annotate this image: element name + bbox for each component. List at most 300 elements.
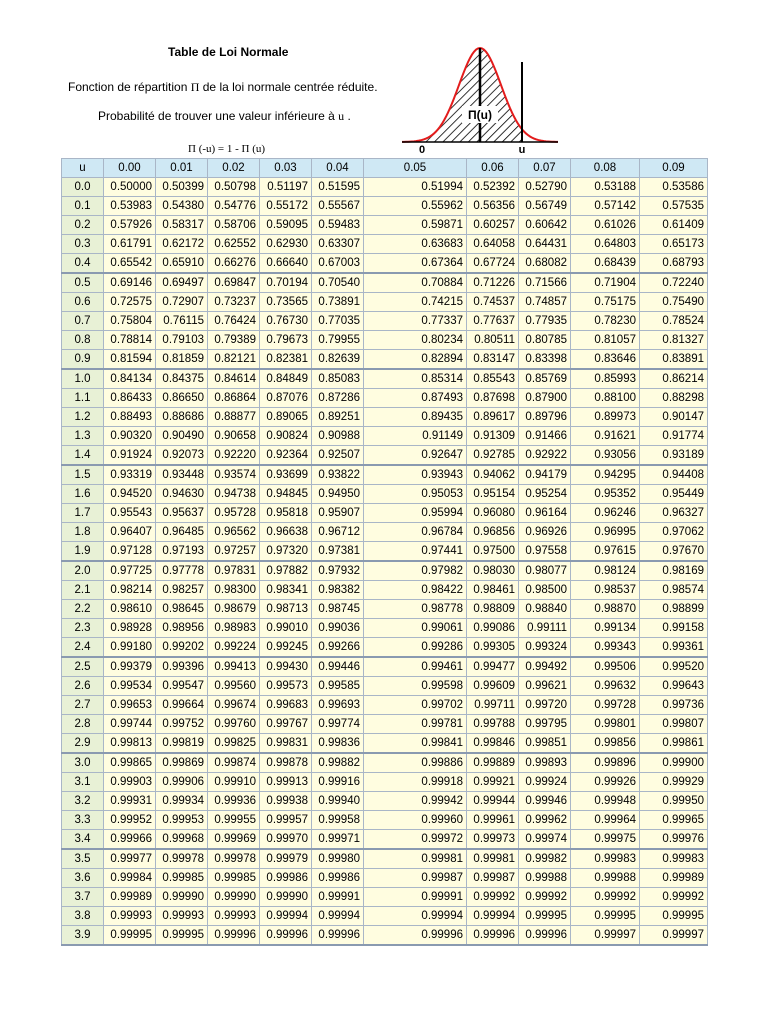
table-cell: 0.99807 [640, 715, 708, 734]
table-row [62, 734, 708, 754]
table-cell: 0.99989 [104, 888, 156, 907]
table-cell: 0.99865 [104, 753, 156, 773]
table-row [62, 869, 708, 888]
table-cell: 0.99924 [519, 773, 571, 792]
table-cell: 0.99343 [571, 638, 640, 658]
normal-distribution-table [61, 158, 708, 946]
table-cell: 0.78524 [640, 312, 708, 331]
table-cell: 0.58317 [156, 216, 208, 235]
table-cell: 0.99992 [640, 888, 708, 907]
table-header-row [62, 159, 708, 178]
table-cell: 0.99760 [208, 715, 260, 734]
table-cell: 0.99874 [208, 753, 260, 773]
table-row [62, 657, 708, 677]
table-cell: 0.94520 [104, 485, 156, 504]
table-cell: 0.59871 [364, 216, 467, 235]
table-cell: 0.99993 [208, 907, 260, 926]
table-cell: 0.99224 [208, 638, 260, 658]
table-cell: 0.99767 [260, 715, 312, 734]
table-cell: 0.99324 [519, 638, 571, 658]
table-cell: 0.98574 [640, 581, 708, 600]
row-header: 2.2 [62, 600, 104, 619]
table-cell: 0.99997 [571, 926, 640, 946]
table-cell: 0.83891 [640, 350, 708, 370]
table-cell: 0.95053 [364, 485, 467, 504]
table-cell: 0.94295 [571, 465, 640, 485]
table-cell: 0.97062 [640, 523, 708, 542]
table-cell: 0.99986 [312, 869, 364, 888]
table-cell: 0.93056 [571, 446, 640, 466]
table-cell: 0.99962 [519, 811, 571, 830]
axis-zero-label: 0 [418, 144, 426, 156]
table-cell: 0.98679 [208, 600, 260, 619]
table-cell: 0.96926 [519, 523, 571, 542]
table-cell: 0.96784 [364, 523, 467, 542]
table-cell: 0.99992 [467, 888, 519, 907]
table-cell: 0.99944 [467, 792, 519, 811]
table-row [62, 792, 708, 811]
table-cell: 0.98983 [208, 619, 260, 638]
table-cell: 0.95637 [156, 504, 208, 523]
table-cell: 0.86433 [104, 389, 156, 408]
table-cell: 0.99987 [467, 869, 519, 888]
table-cell: 0.99994 [312, 907, 364, 926]
table-cell: 0.99266 [312, 638, 364, 658]
table-cell: 0.99973 [467, 830, 519, 850]
table-cell: 0.97558 [519, 542, 571, 562]
table-cell: 0.99846 [467, 734, 519, 754]
table-cell: 0.99968 [156, 830, 208, 850]
table-cell: 0.99506 [571, 657, 640, 677]
table-cell: 0.74215 [364, 293, 467, 312]
table-cell: 0.96995 [571, 523, 640, 542]
table-cell: 0.93189 [640, 446, 708, 466]
table-cell: 0.82894 [364, 350, 467, 370]
table-cell: 0.95907 [312, 504, 364, 523]
table-cell: 0.80511 [467, 331, 519, 350]
table-cell: 0.99985 [208, 869, 260, 888]
row-header: 2.4 [62, 638, 104, 658]
table-row [62, 907, 708, 926]
table-row [62, 581, 708, 600]
table-cell: 0.99061 [364, 619, 467, 638]
table-cell: 0.98214 [104, 581, 156, 600]
row-header: 2.8 [62, 715, 104, 734]
table-cell: 0.50798 [208, 178, 260, 197]
table-cell: 0.91621 [571, 427, 640, 446]
column-header: 0.03 [260, 159, 312, 178]
table-cell: 0.99993 [156, 907, 208, 926]
row-header: 1.4 [62, 446, 104, 466]
table-cell: 0.87900 [519, 389, 571, 408]
row-header: 2.0 [62, 561, 104, 581]
table-cell: 0.99948 [571, 792, 640, 811]
table-cell: 0.62172 [156, 235, 208, 254]
table-cell: 0.99997 [640, 926, 708, 946]
table-cell: 0.99992 [571, 888, 640, 907]
table-cell: 0.79389 [208, 331, 260, 350]
table-cell: 0.99955 [208, 811, 260, 830]
table-cell: 0.99683 [260, 696, 312, 715]
table-row [62, 811, 708, 830]
table-cell: 0.95818 [260, 504, 312, 523]
table-cell: 0.65542 [104, 254, 156, 274]
table-row [62, 235, 708, 254]
table-cell: 0.96407 [104, 523, 156, 542]
table-cell: 0.91309 [467, 427, 519, 446]
table-cell: 0.99903 [104, 773, 156, 792]
table-cell: 0.94062 [467, 465, 519, 485]
table-cell: 0.99995 [571, 907, 640, 926]
table-cell: 0.92785 [467, 446, 519, 466]
table-cell: 0.90320 [104, 427, 156, 446]
table-row [62, 389, 708, 408]
table-cell: 0.99560 [208, 677, 260, 696]
row-header: 2.9 [62, 734, 104, 754]
table-cell: 0.77935 [519, 312, 571, 331]
table-cell: 0.96485 [156, 523, 208, 542]
table-cell: 0.99825 [208, 734, 260, 754]
row-header: 1.6 [62, 485, 104, 504]
table-cell: 0.98610 [104, 600, 156, 619]
table-cell: 0.55172 [260, 197, 312, 216]
row-header: 0.6 [62, 293, 104, 312]
table-cell: 0.92647 [364, 446, 467, 466]
table-cell: 0.99980 [312, 849, 364, 869]
table-cell: 0.60257 [467, 216, 519, 235]
table-cell: 0.99942 [364, 792, 467, 811]
table-cell: 0.96638 [260, 523, 312, 542]
table-cell: 0.93699 [260, 465, 312, 485]
table-row [62, 197, 708, 216]
table-cell: 0.99983 [640, 849, 708, 869]
row-header: 3.0 [62, 753, 104, 773]
table-cell: 0.85314 [364, 369, 467, 389]
table-cell: 0.96327 [640, 504, 708, 523]
row-header: 1.1 [62, 389, 104, 408]
table-cell: 0.78230 [571, 312, 640, 331]
table-cell: 0.98030 [467, 561, 519, 581]
table-cell: 0.82639 [312, 350, 364, 370]
table-cell: 0.96562 [208, 523, 260, 542]
table-cell: 0.99982 [519, 849, 571, 869]
table-cell: 0.99950 [640, 792, 708, 811]
table-row [62, 619, 708, 638]
table-cell: 0.92220 [208, 446, 260, 466]
table-cell: 0.71566 [519, 273, 571, 293]
table-cell: 0.99994 [467, 907, 519, 926]
table-cell: 0.66640 [260, 254, 312, 274]
table-cell: 0.99781 [364, 715, 467, 734]
table-cell: 0.84849 [260, 369, 312, 389]
table-cell: 0.99979 [260, 849, 312, 869]
table-cell: 0.99988 [519, 869, 571, 888]
table-cell: 0.99010 [260, 619, 312, 638]
row-header: 1.3 [62, 427, 104, 446]
row-header: 0.9 [62, 350, 104, 370]
column-header: 0.09 [640, 159, 708, 178]
table-cell: 0.98713 [260, 600, 312, 619]
table-cell: 0.99664 [156, 696, 208, 715]
table-cell: 0.96246 [571, 504, 640, 523]
table-cell: 0.53188 [571, 178, 640, 197]
table-cell: 0.99158 [640, 619, 708, 638]
table-cell: 0.98537 [571, 581, 640, 600]
table-cell: 0.81594 [104, 350, 156, 370]
table-cell: 0.61409 [640, 216, 708, 235]
table-cell: 0.65173 [640, 235, 708, 254]
row-header: 3.3 [62, 811, 104, 830]
table-cell: 0.99995 [519, 907, 571, 926]
table-cell: 0.99988 [571, 869, 640, 888]
table-cell: 0.90490 [156, 427, 208, 446]
table-row [62, 696, 708, 715]
table-cell: 0.87698 [467, 389, 519, 408]
table-cell: 0.78814 [104, 331, 156, 350]
table-cell: 0.70540 [312, 273, 364, 293]
table-cell: 0.99621 [519, 677, 571, 696]
table-cell: 0.99534 [104, 677, 156, 696]
page-title: Table de Loi Normale [168, 45, 289, 59]
table-cell: 0.99995 [156, 926, 208, 946]
table-cell: 0.94950 [312, 485, 364, 504]
table-cell: 0.99889 [467, 753, 519, 773]
table-cell: 0.69146 [104, 273, 156, 293]
table-row [62, 350, 708, 370]
table-cell: 0.99878 [260, 753, 312, 773]
table-cell: 0.97381 [312, 542, 364, 562]
description-line-2: Probabilité de trouver une valeur inférieure à u . [98, 109, 351, 123]
row-header: 1.2 [62, 408, 104, 427]
table-cell: 0.72575 [104, 293, 156, 312]
table-row [62, 178, 708, 197]
table-cell: 0.99934 [156, 792, 208, 811]
table-cell: 0.99245 [260, 638, 312, 658]
table-cell: 0.86214 [640, 369, 708, 389]
table-cell: 0.99900 [640, 753, 708, 773]
table-cell: 0.98745 [312, 600, 364, 619]
table-cell: 0.87493 [364, 389, 467, 408]
table-cell: 0.99851 [519, 734, 571, 754]
table-cell: 0.99801 [571, 715, 640, 734]
table-cell: 0.97500 [467, 542, 519, 562]
table-cell: 0.99910 [208, 773, 260, 792]
table-cell: 0.67364 [364, 254, 467, 274]
table-cell: 0.56356 [467, 197, 519, 216]
table-cell: 0.99957 [260, 811, 312, 830]
table-row [62, 677, 708, 696]
table-row [62, 926, 708, 946]
table-row [62, 753, 708, 773]
table-cell: 0.99573 [260, 677, 312, 696]
table-cell: 0.99886 [364, 753, 467, 773]
table-cell: 0.98461 [467, 581, 519, 600]
table-cell: 0.97725 [104, 561, 156, 581]
table-cell: 0.99720 [519, 696, 571, 715]
table-cell: 0.72240 [640, 273, 708, 293]
table-cell: 0.99788 [467, 715, 519, 734]
row-header: 3.6 [62, 869, 104, 888]
table-cell: 0.95543 [104, 504, 156, 523]
description-line-1: Fonction de répartition Π de la loi normale centrée réduite. [68, 80, 378, 94]
row-header: 3.9 [62, 926, 104, 946]
table-cell: 0.99632 [571, 677, 640, 696]
table-cell: 0.99993 [104, 907, 156, 926]
table-cell: 0.51595 [312, 178, 364, 197]
table-cell: 0.99086 [467, 619, 519, 638]
table-cell: 0.99836 [312, 734, 364, 754]
table-cell: 0.68082 [519, 254, 571, 274]
table-cell: 0.89617 [467, 408, 519, 427]
table-cell: 0.99991 [312, 888, 364, 907]
table-cell: 0.99736 [640, 696, 708, 715]
row-header: 3.5 [62, 849, 104, 869]
table-cell: 0.95352 [571, 485, 640, 504]
table-cell: 0.88877 [208, 408, 260, 427]
table-cell: 0.73891 [312, 293, 364, 312]
table-cell: 0.99752 [156, 715, 208, 734]
table-cell: 0.99995 [640, 907, 708, 926]
table-cell: 0.83646 [571, 350, 640, 370]
table-row [62, 715, 708, 734]
table-cell: 0.99841 [364, 734, 467, 754]
table-cell: 0.99461 [364, 657, 467, 677]
table-cell: 0.99711 [467, 696, 519, 715]
table-cell: 0.99913 [260, 773, 312, 792]
table-cell: 0.99520 [640, 657, 708, 677]
table-cell: 0.83398 [519, 350, 571, 370]
table-cell: 0.73565 [260, 293, 312, 312]
table-cell: 0.76730 [260, 312, 312, 331]
row-header: 0.3 [62, 235, 104, 254]
table-cell: 0.90658 [208, 427, 260, 446]
table-cell: 0.99986 [260, 869, 312, 888]
row-header: 2.3 [62, 619, 104, 638]
table-cell: 0.59483 [312, 216, 364, 235]
table-cell: 0.81859 [156, 350, 208, 370]
table-cell: 0.51994 [364, 178, 467, 197]
table-cell: 0.98928 [104, 619, 156, 638]
table-cell: 0.79103 [156, 331, 208, 350]
table-cell: 0.88298 [640, 389, 708, 408]
table-row [62, 504, 708, 523]
row-header: 0.5 [62, 273, 104, 293]
table-cell: 0.75175 [571, 293, 640, 312]
table-cell: 0.98257 [156, 581, 208, 600]
table-cell: 0.75804 [104, 312, 156, 331]
table-cell: 0.99728 [571, 696, 640, 715]
table-cell: 0.96080 [467, 504, 519, 523]
table-cell: 0.94179 [519, 465, 571, 485]
table-cell: 0.73237 [208, 293, 260, 312]
table-cell: 0.99965 [640, 811, 708, 830]
table-row [62, 293, 708, 312]
table-cell: 0.99477 [467, 657, 519, 677]
table-cell: 0.80785 [519, 331, 571, 350]
table-cell: 0.99996 [208, 926, 260, 946]
table-cell: 0.99831 [260, 734, 312, 754]
table-cell: 0.99984 [104, 869, 156, 888]
table-cell: 0.86650 [156, 389, 208, 408]
table-cell: 0.97441 [364, 542, 467, 562]
table-row [62, 408, 708, 427]
table-cell: 0.97831 [208, 561, 260, 581]
table-cell: 0.99971 [312, 830, 364, 850]
table-cell: 0.99960 [364, 811, 467, 830]
column-header: 0.01 [156, 159, 208, 178]
table-cell: 0.66276 [208, 254, 260, 274]
row-header: 2.5 [62, 657, 104, 677]
table-cell: 0.99916 [312, 773, 364, 792]
table-cell: 0.74537 [467, 293, 519, 312]
table-cell: 0.93448 [156, 465, 208, 485]
table-cell: 0.98124 [571, 561, 640, 581]
column-header: 0.07 [519, 159, 571, 178]
table-cell: 0.99446 [312, 657, 364, 677]
table-cell: 0.77035 [312, 312, 364, 331]
table-cell: 0.76115 [156, 312, 208, 331]
table-cell: 0.87076 [260, 389, 312, 408]
table-cell: 0.55567 [312, 197, 364, 216]
table-cell: 0.97128 [104, 542, 156, 562]
table-cell: 0.57535 [640, 197, 708, 216]
table-cell: 0.63307 [312, 235, 364, 254]
table-cell: 0.99969 [208, 830, 260, 850]
table-cell: 0.84375 [156, 369, 208, 389]
table-cell: 0.74857 [519, 293, 571, 312]
table-cell: 0.92922 [519, 446, 571, 466]
table-row [62, 369, 708, 389]
table-cell: 0.52392 [467, 178, 519, 197]
table-cell: 0.72907 [156, 293, 208, 312]
table-cell: 0.85083 [312, 369, 364, 389]
table-cell: 0.99972 [364, 830, 467, 850]
table-cell: 0.99931 [104, 792, 156, 811]
table-cell: 0.65910 [156, 254, 208, 274]
table-cell: 0.99994 [364, 907, 467, 926]
table-cell: 0.99977 [104, 849, 156, 869]
table-cell: 0.99978 [156, 849, 208, 869]
table-cell: 0.62930 [260, 235, 312, 254]
table-cell: 0.71904 [571, 273, 640, 293]
table-cell: 0.67003 [312, 254, 364, 274]
column-header: 0.05 [364, 159, 467, 178]
table-cell: 0.99693 [312, 696, 364, 715]
row-header: 1.9 [62, 542, 104, 562]
column-header: 0.02 [208, 159, 260, 178]
table-cell: 0.97257 [208, 542, 260, 562]
table-cell: 0.50000 [104, 178, 156, 197]
table-cell: 0.99674 [208, 696, 260, 715]
table-cell: 0.99985 [156, 869, 208, 888]
table-cell: 0.99918 [364, 773, 467, 792]
table-cell: 0.99906 [156, 773, 208, 792]
table-cell: 0.79955 [312, 331, 364, 350]
table-cell: 0.89251 [312, 408, 364, 427]
table-cell: 0.80234 [364, 331, 467, 350]
table-cell: 0.55962 [364, 197, 467, 216]
table-cell: 0.99547 [156, 677, 208, 696]
table-cell: 0.95994 [364, 504, 467, 523]
table-cell: 0.68439 [571, 254, 640, 274]
table-row [62, 254, 708, 274]
row-header: 3.2 [62, 792, 104, 811]
table-cell: 0.99819 [156, 734, 208, 754]
table-cell: 0.99598 [364, 677, 467, 696]
table-cell: 0.99929 [640, 773, 708, 792]
table-row [62, 312, 708, 331]
table-cell: 0.82381 [260, 350, 312, 370]
